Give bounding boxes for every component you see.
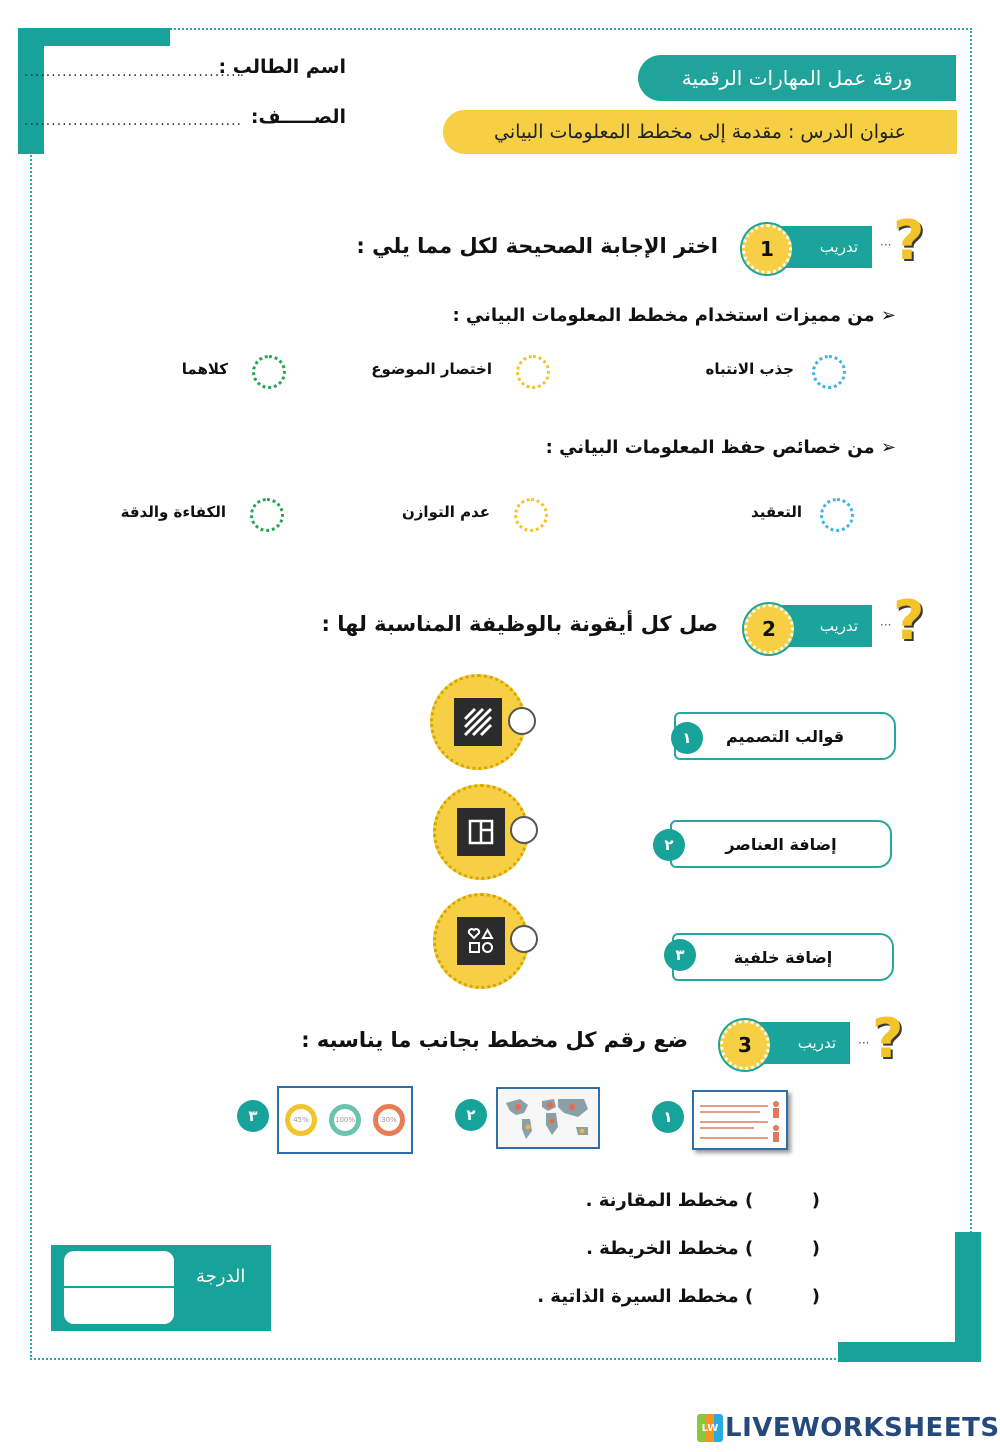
q2-option-3-label: الكفاءة والدقة xyxy=(120,503,226,521)
liveworksheets-brand[interactable]: LIVEWORKSHEETS xyxy=(725,1413,1000,1443)
class-label: الصـــــف: xyxy=(250,106,346,128)
q1-option-1-radio[interactable] xyxy=(812,355,846,389)
grade-label: الدرجة xyxy=(196,1266,246,1287)
q2-option-2-label: عدم التوازن xyxy=(401,503,490,521)
shapes-elements-icon xyxy=(457,917,505,965)
q1-option-3-radio[interactable] xyxy=(252,355,286,389)
thumb-number-3: ٣ xyxy=(237,1100,269,1132)
answer-line-1-text: مخطط المقارنة . xyxy=(585,1190,739,1211)
thumb-number-1: ١ xyxy=(652,1101,684,1133)
exercise-1-heading: اختر الإجابة الصحيحة لكل مما يلي : xyxy=(356,234,718,258)
match-option-2[interactable] xyxy=(670,820,892,868)
match-number-2: ٢ xyxy=(653,829,685,861)
arrow-bullet-icon: ➢ xyxy=(880,437,896,458)
worksheet-title: ورقة عمل المهارات الرقمية xyxy=(638,55,956,101)
q2-option-3-radio[interactable] xyxy=(250,498,284,532)
corner-decoration-bottom-right-vertical xyxy=(955,1232,981,1362)
student-name-field[interactable]: ........................................ xyxy=(24,64,243,80)
corner-decoration-top-left-vertical xyxy=(18,28,44,154)
grade-divider xyxy=(64,1286,174,1288)
q1-option-2-radio[interactable] xyxy=(516,355,550,389)
answer-line-2 xyxy=(586,1238,820,1259)
exercise-2-number: 2 xyxy=(744,604,794,654)
lesson-title: عنوان الدرس : مقدمة إلى مخطط المعلومات البياني xyxy=(443,110,957,154)
comparison-chart-thumbnail xyxy=(277,1086,413,1154)
speech-dots-icon: ··· xyxy=(858,1036,870,1050)
match-number-1: ١ xyxy=(671,722,703,754)
answer-line-3 xyxy=(537,1286,820,1307)
student-name-label: اسم الطالب : xyxy=(218,56,346,78)
arrow-bullet-icon: ➢ xyxy=(880,305,896,326)
donut-45: 45% xyxy=(285,1104,317,1136)
question-mark-icon: ? xyxy=(893,589,925,652)
q2-option-1-label: التعقيد xyxy=(751,503,802,521)
match-connector-icon-1[interactable] xyxy=(508,707,536,735)
speech-dots-icon: ··· xyxy=(880,618,892,632)
exercise-3-number: 3 xyxy=(720,1020,770,1070)
q2-option-1-radio[interactable] xyxy=(820,498,854,532)
q1-option-1-label: جذب الانتباه xyxy=(705,360,794,378)
speech-dots-icon: ··· xyxy=(880,238,892,252)
exercise-2-badge-label: تدريب xyxy=(819,617,858,635)
question-2-text: من خصائص حفظ المعلومات البياني : xyxy=(545,437,875,458)
answer-paren-close: ) xyxy=(744,1238,754,1259)
match-number-3: ٣ xyxy=(664,939,696,971)
class-field[interactable]: ........................................ xyxy=(24,113,243,129)
answer-paren-open: ( xyxy=(811,1286,820,1307)
question-1-text: من مميزات استخدام مخطط المعلومات البياني : xyxy=(452,305,875,326)
answer-paren-close: ) xyxy=(744,1286,754,1307)
liveworksheets-logo-icon: LW xyxy=(697,1414,723,1442)
answer-line-1 xyxy=(586,1190,820,1211)
match-option-1[interactable] xyxy=(674,712,896,760)
q2-option-2-radio[interactable] xyxy=(514,498,548,532)
exercise-2-heading: صل كل أيقونة بالوظيفة المناسبة لها : xyxy=(321,612,718,636)
match-connector-icon-3[interactable] xyxy=(510,925,538,953)
resume-chart-thumbnail xyxy=(692,1090,788,1150)
answer-line-2-text: مخطط الخريطة . xyxy=(586,1238,739,1259)
match-option-3[interactable] xyxy=(672,933,894,981)
background-pattern-icon xyxy=(454,698,502,746)
exercise-3-heading: ضع رقم كل مخطط بجانب ما يناسبه : xyxy=(301,1028,688,1052)
match-option-2-label: إضافة العناصر xyxy=(725,834,837,854)
answer-paren-close: ) xyxy=(744,1190,754,1211)
q1-option-3-label: كلاهما xyxy=(181,360,228,378)
answer-paren-open: ( xyxy=(811,1190,820,1211)
layout-template-icon xyxy=(457,808,505,856)
exercise-1-badge-label: تدريب xyxy=(819,238,858,256)
question-mark-icon: ? xyxy=(893,209,925,272)
q1-option-2-label: اختصار الموضوع xyxy=(371,360,492,378)
question-mark-icon: ? xyxy=(872,1007,904,1070)
donut-30: 30% xyxy=(373,1104,405,1136)
answer-paren-open: ( xyxy=(811,1238,820,1259)
match-option-3-label: إضافة خلفية xyxy=(733,947,833,967)
donut-100: 100% xyxy=(329,1104,361,1136)
thumb-number-2: ٢ xyxy=(455,1099,487,1131)
match-connector-icon-2[interactable] xyxy=(510,816,538,844)
exercise-3-badge-label: تدريب xyxy=(797,1034,836,1052)
exercise-1-question-1 xyxy=(452,305,896,326)
match-option-1-label: قوالب التصميم xyxy=(725,726,845,746)
answer-line-3-text: مخطط السيرة الذاتية . xyxy=(537,1286,739,1307)
map-chart-thumbnail xyxy=(496,1087,600,1149)
exercise-1-question-2 xyxy=(546,437,896,458)
exercise-1-number: 1 xyxy=(742,224,792,274)
